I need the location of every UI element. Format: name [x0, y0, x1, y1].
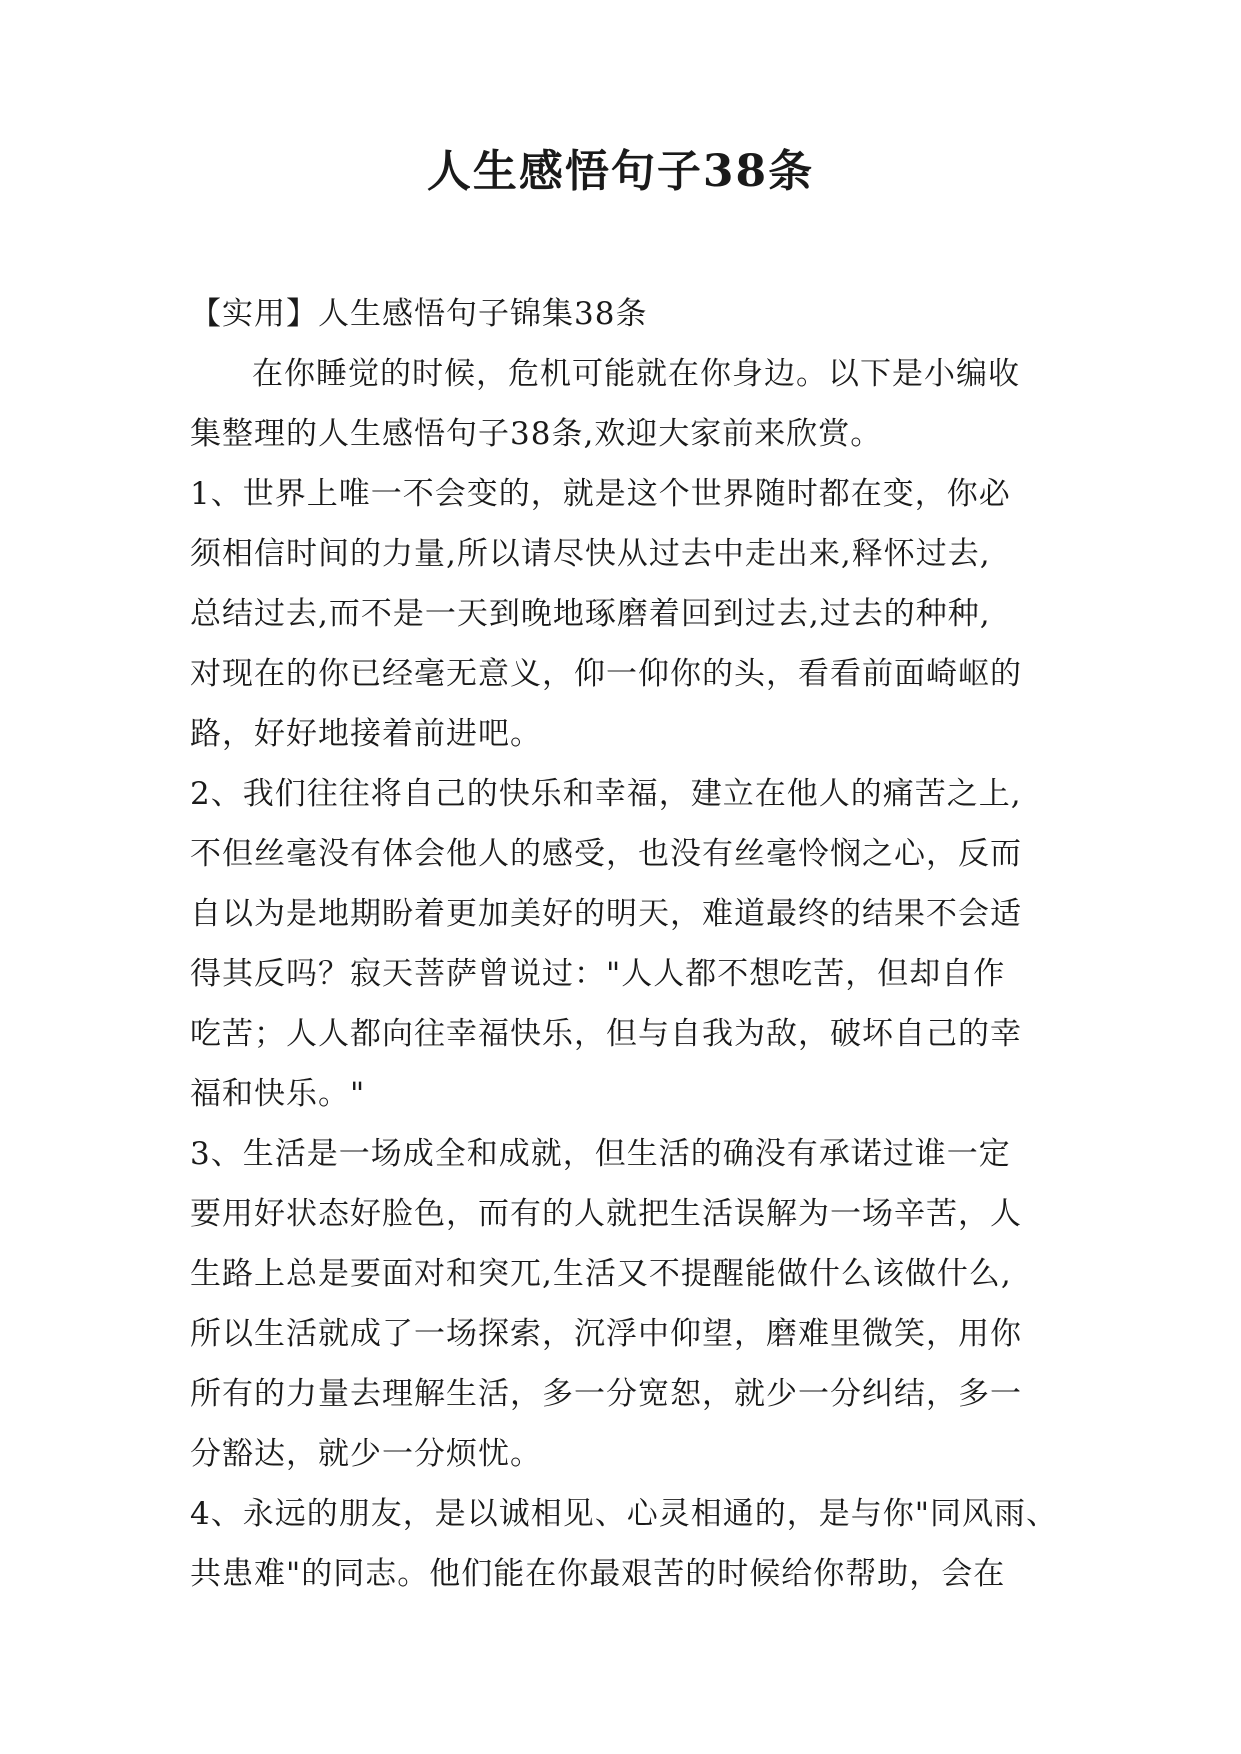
document-title: 人生感悟句子38条 — [426, 146, 815, 197]
paragraph-line: 路，好好地接着前进吧。 — [190, 716, 542, 752]
paragraph-line: 不但丝毫没有体会他人的感受，也没有丝毫怜悯之心，反而 — [190, 836, 1022, 872]
intro-line: 集整理的人生感悟句子38条,欢迎大家前来欣赏。 — [190, 416, 883, 452]
paragraph-line: 生路上总是要面对和突兀,生活又不提醒能做什么该做什么, — [190, 1256, 1012, 1292]
paragraph-line: 分豁达，就少一分烦忧。 — [190, 1436, 542, 1472]
paragraph-line: 共患难"的同志。他们能在你最艰苦的时候给你帮助，会在 — [190, 1556, 1006, 1592]
paragraph-line: 要用好状态好脸色，而有的人就把生活误解为一场辛苦，人 — [190, 1196, 1022, 1232]
paragraph-line: 须相信时间的力量,所以请尽快从过去中走出来,释怀过去, — [190, 536, 991, 572]
subtitle-line: 【实用】人生感悟句子锦集38条 — [190, 296, 648, 332]
intro-line: 在你睡觉的时候，危机可能就在你身边。以下是小编收 — [252, 356, 1020, 392]
paragraph-line: 4、永远的朋友，是以诚相见、心灵相通的，是与你"同风雨、 — [190, 1496, 1058, 1532]
paragraph-line: 所以生活就成了一场探索，沉浮中仰望，磨难里微笑，用你 — [190, 1316, 1022, 1352]
paragraph-line: 对现在的你已经毫无意义，仰一仰你的头，看看前面崎岖的 — [190, 656, 1022, 692]
paragraph-line: 1、世界上唯一不会变的，就是这个世界随时都在变，你必 — [190, 476, 1011, 512]
paragraph-line: 总结过去,而不是一天到晚地琢磨着回到过去,过去的种种, — [190, 596, 991, 632]
paragraph-line: 2、我们往往将自己的快乐和幸福，建立在他人的痛苦之上, — [190, 776, 1022, 812]
paragraph-line: 得其反吗？寂天菩萨曾说过："人人都不想吃苦，但却自作 — [190, 956, 1006, 992]
paragraph-line: 福和快乐。" — [190, 1076, 366, 1112]
paragraph-line: 自以为是地期盼着更加美好的明天，难道最终的结果不会适 — [190, 896, 1022, 932]
paragraph-line: 所有的力量去理解生活，多一分宽恕，就少一分纠结，多一 — [190, 1376, 1022, 1412]
document-body — [190, 284, 1060, 1604]
paragraph-line: 3、生活是一场成全和成就，但生活的确没有承诺过谁一定 — [190, 1136, 1011, 1172]
paragraph-line: 吃苦；人人都向往幸福快乐，但与自我为敌，破坏自己的幸 — [190, 1016, 1022, 1052]
